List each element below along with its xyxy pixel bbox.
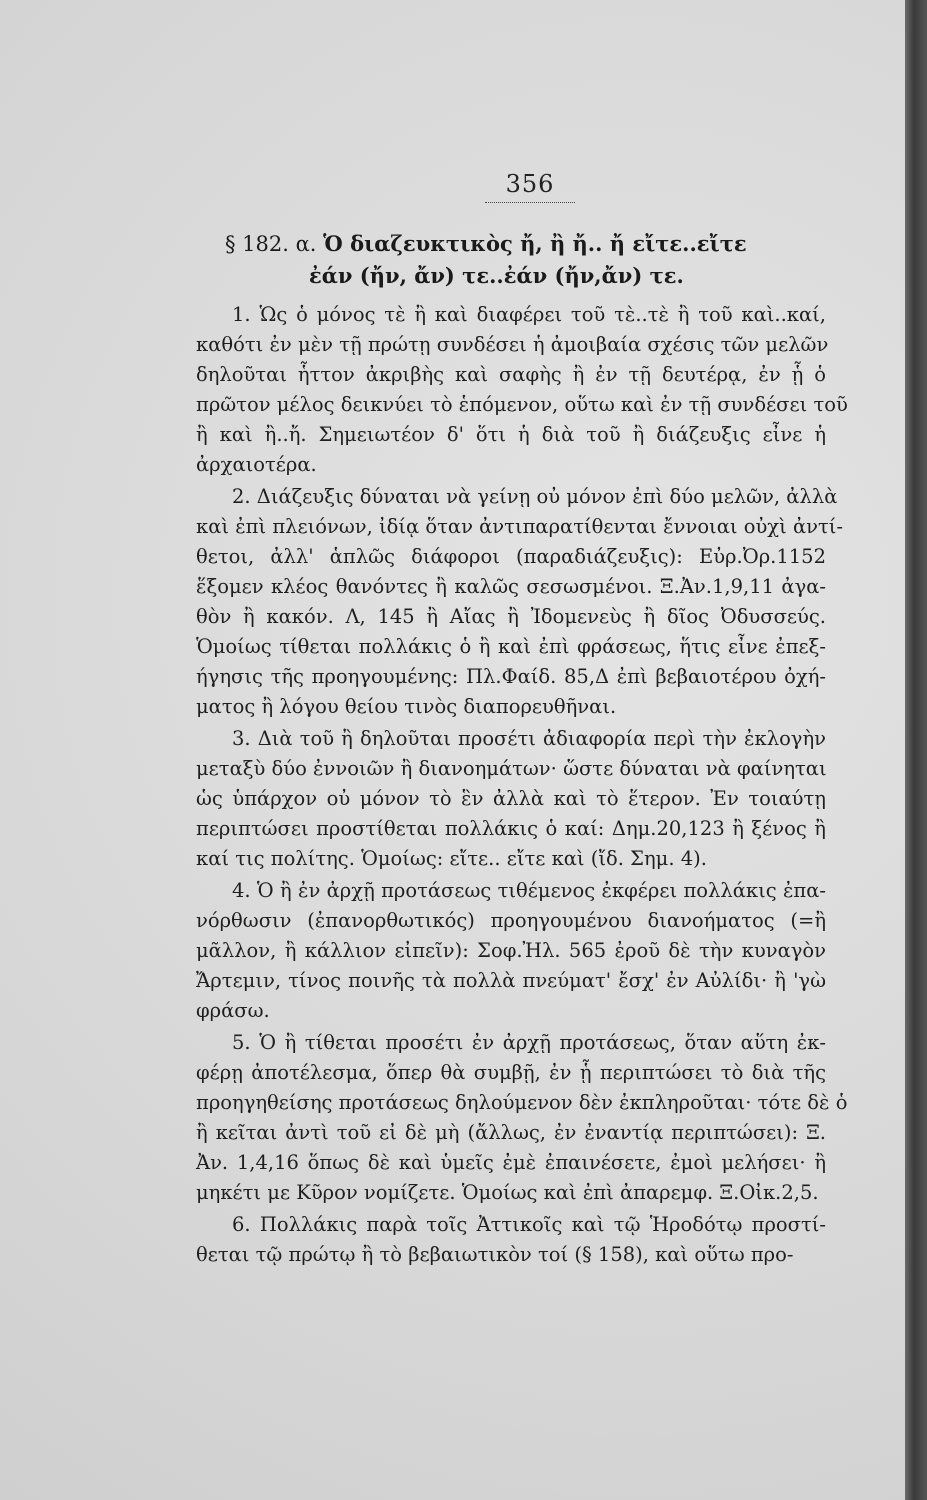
paragraph — [196, 482, 844, 722]
text-line: νόρθωσιν (ἐπανορθωτικός) προηγουμένου διανοήματος (=ἢ — [196, 909, 826, 932]
text-line: 3. Διὰ τοῦ ἢ δηλοῦται προσέτι ἀδιαφορία περὶ τὴν ἐκλογὴν — [232, 727, 826, 750]
text-line: φράσω. — [196, 999, 270, 1022]
text-line: φέρῃ ἀποτέλεσμα, ὅπερ θὰ συμβῇ, ἐν ᾗ περιπτώσει τὸ διὰ τῆς — [196, 1061, 826, 1084]
section-heading — [225, 228, 785, 292]
text-line: πρῶτον μέλος δεικνύει τὸ ἑπόμενον, οὕτω καὶ ἐν τῇ συνδέσει τοῦ — [196, 393, 848, 416]
header-rule — [485, 202, 575, 203]
text-line: προηγηθείσης προτάσεως δηλούμενον δὲν ἐκπληροῦται· τότε δὲ ὁ — [196, 1091, 848, 1114]
page-header — [380, 170, 680, 203]
text-line: 1. Ὡς ὁ μόνος τὲ ἢ καὶ διαφέρει τοῦ τὲ..τὲ ἢ τοῦ καὶ..καί, — [232, 303, 826, 326]
text-line: θεται τῷ πρώτῳ ἢ τὸ βεβαιωτικὸν τοί (§ 158), καὶ οὕτω προ- — [196, 1243, 794, 1266]
text-line: ἕξομεν κλέος θανόντες ἢ καλῶς σεσωσμένοι. Ξ.Ἀν.1,9,11 ἀγα- — [196, 575, 826, 598]
text-line: θὸν ἢ κακόν. Λ, 145 ἢ Αἴας ἢ Ἰδομενεὺς ἢ δῖος Ὀδυσσεύς. — [196, 605, 826, 628]
text-line: μεταξὺ δύο ἐννοιῶν ἢ διανοημάτων· ὥστε δύναται νὰ φαίνηται — [196, 757, 827, 780]
section-number: § 182. α. — [225, 232, 317, 256]
text-line: καὶ ἐπὶ πλειόνων, ἰδίᾳ ὅταν ἀντιπαρατίθενται ἔννοιαι οὐχὶ ἀντί- — [196, 515, 844, 538]
paragraph — [196, 300, 848, 480]
text-line: μᾶλλον, ἢ κάλλιον εἰπεῖν): Σοφ.Ἠλ. 565 ἐροῦ δὲ τὴν κυναγὸν — [196, 939, 826, 962]
text-line: περιπτώσει προστίθεται πολλάκις ὁ καί: Δημ.20,123 ἢ ξένος ἢ — [196, 817, 826, 840]
paragraph — [196, 724, 826, 874]
text-line: ήγησις τῆς προηγουμένης: Πλ.Φαίδ. 85,Δ ἐπὶ βεβαιοτέρου ὀχή- — [196, 665, 826, 688]
text-line: ματος ἢ λόγου θείου τινὸς διαπορευθῆναι. — [196, 695, 617, 718]
text-line: θετοι, ἀλλ' ἁπλῶς διάφοροι (παραδιάζευξις): Εὐρ.Ὀρ.1152 — [196, 545, 826, 568]
paragraph — [196, 876, 826, 1026]
text-line: 5. Ὁ ἢ τίθεται προσέτι ἐν ἀρχῇ προτάσεως, ὅταν αὕτη ἐκ- — [232, 1031, 826, 1054]
text-line: 4. Ὁ ἢ ἐν ἀρχῇ προτάσεως τιθέμενος ἐκφέρει πολλάκις ἐπα- — [232, 879, 826, 902]
page-body — [196, 300, 848, 1272]
paragraph — [196, 1028, 848, 1208]
text-line: Ἄρτεμιν, τίνος ποινῆς τὰ πολλὰ πνεύματ' ἔσχ' ἐν Αὐλίδι· ἢ 'γὼ — [196, 969, 826, 992]
text-line: Ὁμοίως τίθεται πολλάκις ὁ ἢ καὶ ἐπὶ φράσεως, ἥτις εἶνε ἐπεξ- — [196, 635, 826, 658]
text-line: δηλοῦται ἧττον ἀκριβὴς καὶ σαφὴς ἢ ἐν τῇ δευτέρᾳ, ἐν ᾗ ὁ — [196, 363, 826, 386]
text-line: μηκέτι με Κῦρον νομίζετε. Ὁμοίως καὶ ἐπὶ ἀπαρεμφ. Ξ.Οἰκ.2,5. — [196, 1181, 819, 1204]
text-line: Ἀν. 1,4,16 ὅπως δὲ καὶ ὑμεῖς ἐμὲ ἐπαινέσετε, ἐμοὶ μελήσει· ἢ — [196, 1151, 826, 1174]
text-line: καθότι ἐν μὲν τῇ πρώτῃ συνδέσει ἡ ἀμοιβαία σχέσις τῶν μελῶν — [196, 333, 829, 356]
section-title-line-2: ἐάν (ἤν, ἄν) τε..ἐάν (ἤν,ἄν) τε. — [309, 263, 684, 288]
text-line: ὡς ὑπάρχον οὐ μόνον τὸ ἓν ἀλλὰ καὶ τὸ ἕτερον. Ἐν τοιαύτῃ — [196, 787, 826, 810]
text-line: ἢ καὶ ἢ..ἤ. Σημειωτέον δ' ὅτι ἡ διὰ τοῦ ἢ διάζευξις εἶνε ἡ — [196, 423, 826, 446]
page-edge-shadow — [905, 0, 927, 1500]
page-number: 356 — [505, 170, 555, 198]
section-title-line-1: Ὁ διαζευκτικὸς ἤ, ἢ ἤ.. ἤ εἴτε..εἴτε — [323, 231, 747, 256]
text-line: ἢ κεῖται ἀντὶ τοῦ εἰ δὲ μὴ (ἄλλως, ἐν ἐναντίᾳ περιπτώσει): Ξ. — [196, 1121, 826, 1144]
text-line: ἀρχαιοτέρα. — [196, 453, 317, 476]
text-line: καί τις πολίτης. Ὁμοίως: εἴτε.. εἴτε καὶ (ἴδ. Σημ. 4). — [196, 847, 707, 870]
text-line: 6. Πολλάκις παρὰ τοῖς Ἀττικοῖς καὶ τῷ Ἡροδότῳ προστί- — [232, 1213, 826, 1236]
text-line: 2. Διάζευξις δύναται νὰ γείνῃ οὐ μόνον ἐπὶ δύο μελῶν, ἀλλὰ — [232, 485, 838, 508]
paragraph — [196, 1210, 826, 1270]
